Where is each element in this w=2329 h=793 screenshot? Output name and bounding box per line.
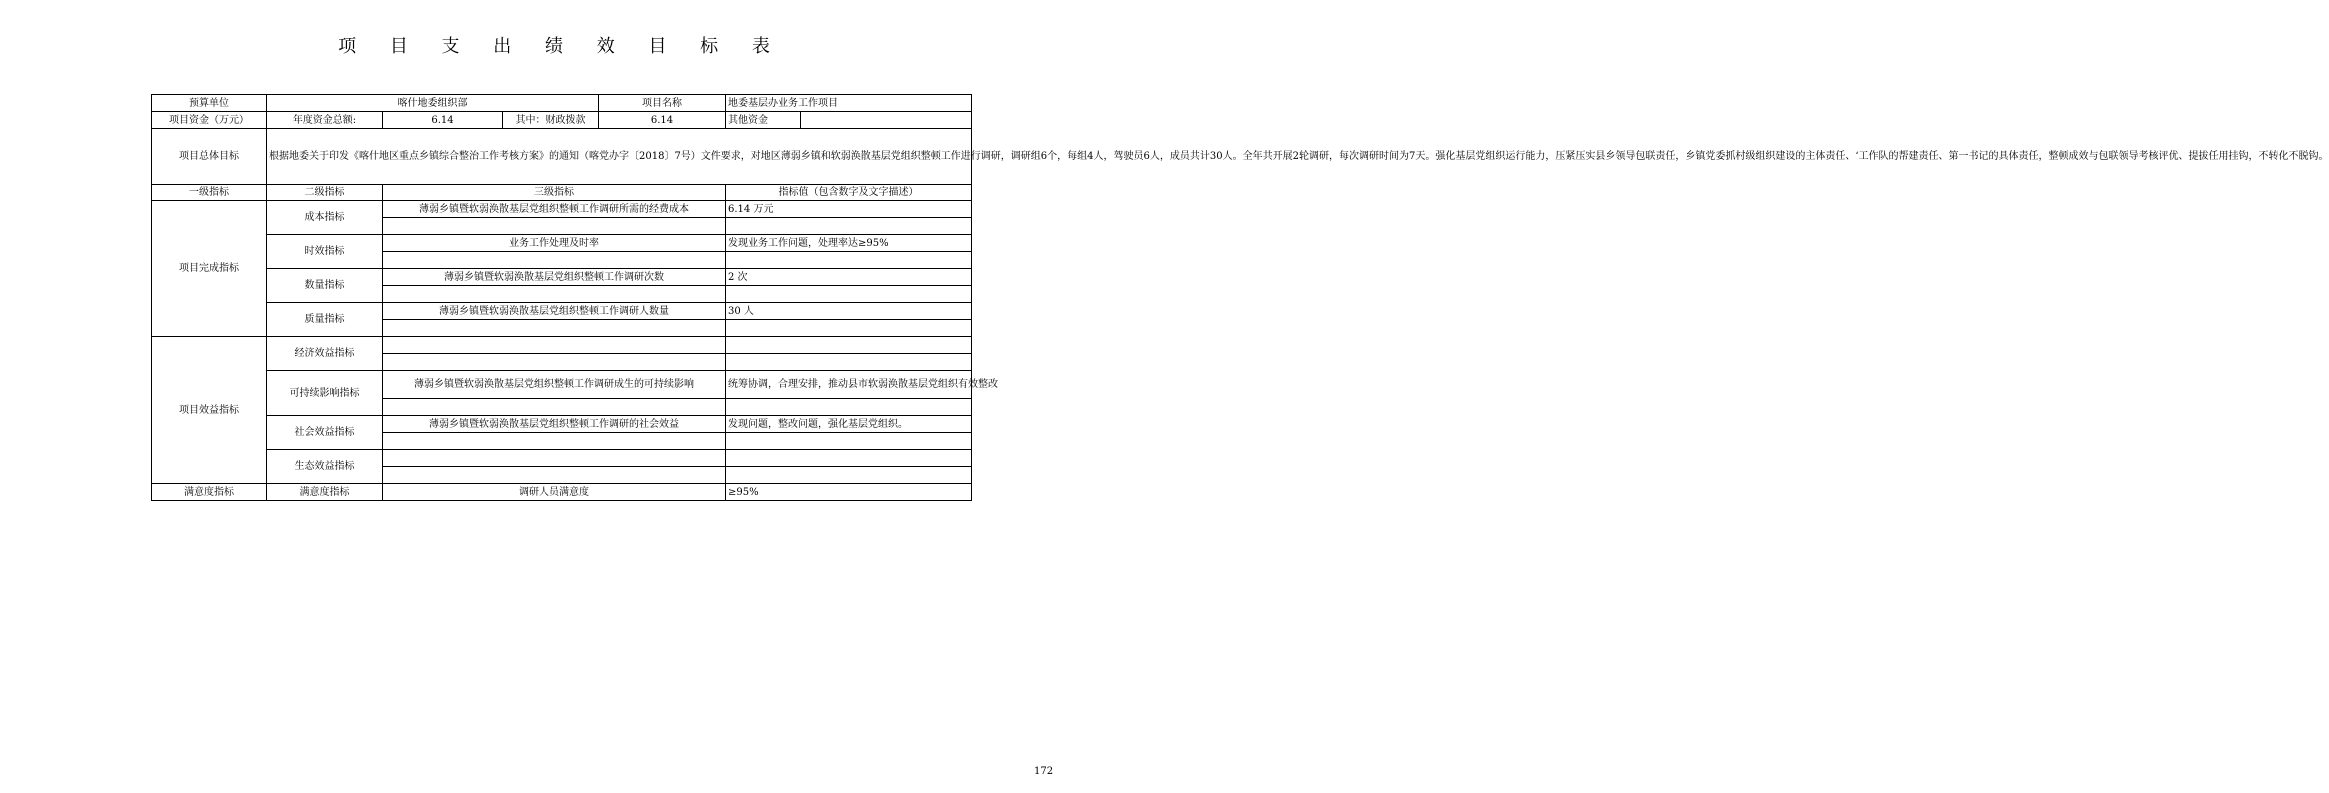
page-number: 172: [1034, 766, 1054, 777]
economic-indicator-value: [726, 337, 972, 354]
table-row: [152, 450, 972, 467]
overall-goal-text: 根据地委关于印发《喀什地区重点乡镇综合整治工作考核方案》的通知（喀党办字〔2018〕7号）文件要求，对地区薄弱乡镇和软弱涣散基层党组织整顿工作进行调研，调研组6个，每组4人，驾驶员6人，成员共计30人。全年共开展2轮调研，每次调研时间为7天。强化基层党组织运行能力，压紧压实县乡领导包联责任，乡镇党委抓村级组织建设的主体责任、‘工作队的帮建责任、第一书记的具体责任，整顿成效与包联领导考核评优、提拔任用挂钩，不转化不脱钩。: [267, 129, 972, 185]
sustainable-indicator-label: 可持续影响指标: [267, 371, 383, 416]
timeliness-indicator-text: 业务工作处理及时率: [383, 235, 726, 252]
ecological-indicator-text: [383, 450, 726, 467]
economic-indicator-label: 经济效益指标: [267, 337, 383, 371]
project-funds-row: [152, 112, 972, 129]
fiscal-appropriation-label: 其中：财政拨款: [503, 112, 599, 129]
quantity-indicator-label: 数量指标: [267, 269, 383, 303]
budget-unit-row: [152, 95, 972, 112]
satisfaction-level2-label: 满意度指标: [267, 484, 383, 501]
table-row: [152, 269, 972, 286]
other-funds-label: 其他资金: [726, 112, 801, 129]
quantity-indicator-value: 2 次: [726, 269, 972, 286]
sustainable-indicator-text-2: [383, 399, 726, 416]
column-header-row: [152, 185, 972, 201]
social-indicator-label: 社会效益指标: [267, 416, 383, 450]
social-indicator-text-2: [383, 433, 726, 450]
other-funds-value: [801, 112, 972, 129]
timeliness-indicator-value-2: [726, 252, 972, 269]
economic-indicator-text-2: [383, 354, 726, 371]
quantity-indicator-value-2: [726, 286, 972, 303]
timeliness-indicator-value: 发现业务工作问题，处理率达≥95%: [726, 235, 972, 252]
cost-indicator-text-2: [383, 218, 726, 235]
ecological-indicator-label: 生态效益指标: [267, 450, 383, 484]
table-row: [152, 201, 972, 218]
level1-header: 一级指标: [152, 185, 267, 201]
sustainable-indicator-value: 统筹协调，合理安排，推动县市软弱涣散基层党组织有效整改: [726, 371, 972, 399]
overall-goal-label: 项目总体目标: [152, 129, 267, 185]
annual-total-value: 6.14: [383, 112, 503, 129]
quality-indicator-label: 质量指标: [267, 303, 383, 337]
satisfaction-row: [152, 484, 972, 501]
cost-indicator-label: 成本指标: [267, 201, 383, 235]
sustainable-indicator-text: 薄弱乡镇暨软弱涣散基层党组织整顿工作调研成生的可持续影响: [383, 371, 726, 399]
completion-indicators-label: 项目完成指标: [152, 201, 267, 337]
table-row: [152, 416, 972, 433]
value-header: 指标值（包含数字及文字描述）: [726, 185, 972, 201]
budget-unit-label: 预算单位: [152, 95, 267, 112]
sustainable-indicator-value-2: [726, 399, 972, 416]
benefit-indicators-label: 项目效益指标: [152, 337, 267, 484]
timeliness-indicator-label: 时效指标: [267, 235, 383, 269]
quantity-indicator-text: 薄弱乡镇暨软弱涣散基层党组织整顿工作调研次数: [383, 269, 726, 286]
social-indicator-text: 薄弱乡镇暨软弱涣散基层党组织整顿工作调研的社会效益: [383, 416, 726, 433]
project-funds-label: 项目资金（万元）: [152, 112, 267, 129]
quality-indicator-text: 薄弱乡镇暨软弱涣散基层党组织整顿工作调研人数量: [383, 303, 726, 320]
satisfaction-indicator-text: 调研人员满意度: [383, 484, 726, 501]
table-row: [152, 235, 972, 252]
fiscal-appropriation-value: 6.14: [599, 112, 726, 129]
timeliness-indicator-text-2: [383, 252, 726, 269]
economic-indicator-value-2: [726, 354, 972, 371]
economic-indicator-text: [383, 337, 726, 354]
level3-header: 三级指标: [383, 185, 726, 201]
social-indicator-value: 发现问题，整改问题，强化基层党组织。: [726, 416, 972, 433]
level2-header: 二级指标: [267, 185, 383, 201]
cost-indicator-value-2: [726, 218, 972, 235]
ecological-indicator-value-2: [726, 467, 972, 484]
table-row: [152, 303, 972, 320]
quality-indicator-value-2: [726, 320, 972, 337]
table-row: [152, 337, 972, 354]
performance-target-table: [151, 94, 2329, 501]
ecological-indicator-text-2: [383, 467, 726, 484]
satisfaction-level1-label: 满意度指标: [152, 484, 267, 501]
budget-unit-value: 喀什地委组织部: [267, 95, 599, 112]
quality-indicator-value: 30 人: [726, 303, 972, 320]
satisfaction-indicator-value: ≥95%: [726, 484, 972, 501]
overall-goal-row: [152, 129, 972, 185]
quantity-indicator-text-2: [383, 286, 726, 303]
project-name-value: 地委基层办业务工作项目: [726, 95, 972, 112]
table-row: [152, 371, 972, 399]
project-name-label: 项目名称: [599, 95, 726, 112]
cost-indicator-value: 6.14 万元: [726, 201, 972, 218]
cost-indicator-text: 薄弱乡镇暨软弱涣散基层党组织整顿工作调研所需的经费成本: [383, 201, 726, 218]
page-title: 项 目 支 出 绩 效 目 标 表: [338, 36, 784, 57]
ecological-indicator-value: [726, 450, 972, 467]
quality-indicator-text-2: [383, 320, 726, 337]
annual-total-label: 年度资金总额:: [267, 112, 383, 129]
social-indicator-value-2: [726, 433, 972, 450]
